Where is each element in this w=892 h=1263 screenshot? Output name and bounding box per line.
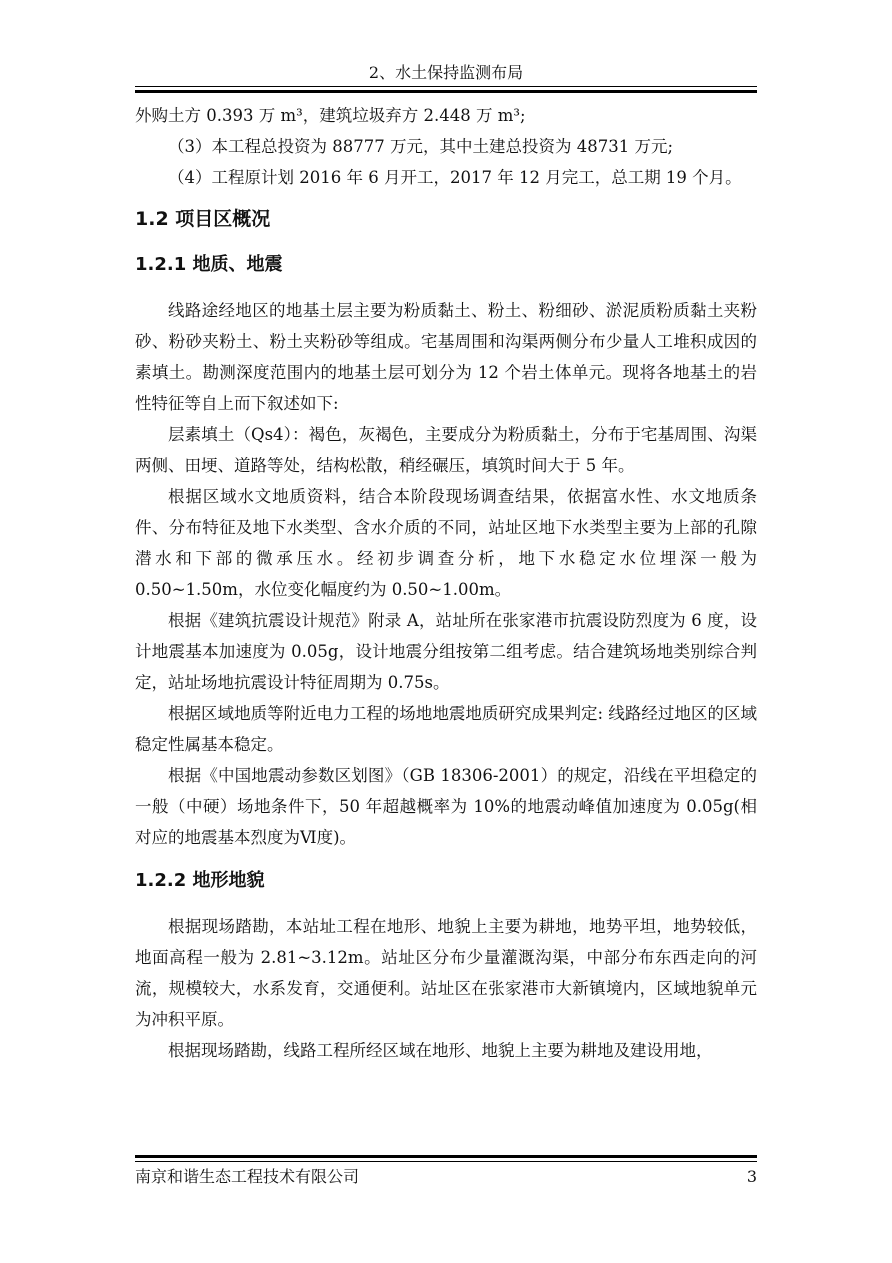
page-body bbox=[135, 100, 757, 1066]
section-heading-1-2-2: 1.2.2 地形地貌 bbox=[135, 870, 265, 891]
header-rule-thin bbox=[135, 86, 757, 87]
paragraph-site-landform: 根据现场踏勘，本站址工程在地形、地貌上主要为耕地，地势平坦，地势较低，地面高程一般为 2.81~3.12m。站址区分布少量灌溉沟渠，中部分布东西走向的河流，规模较大，水系发育，交通便利。站址区在张家港市大新镇境内，区域地貌单元为冲积平原。 bbox=[135, 917, 757, 1029]
paragraph-groundwater: 根据区域水文地质资料，结合本阶段现场调查结果，依据富水性、水文地质条件、分布特征及地下水类型、含水介质的不同，站址区地下水类型主要为上部的孔隙潜水和下部的微承压水。经初步调查分析，地下水稳定水位埋深一般为 0.50~1.50m，水位变化幅度约为 0.50~1.00m。 bbox=[135, 487, 757, 599]
paragraph-total-investment: （3）本工程总投资为 88777 万元，其中土建总投资为 48731 万元; bbox=[168, 137, 674, 156]
paragraph-excavation-volumes: 外购土方 0.393 万 m³，建筑垃圾弃方 2.448 万 m³; bbox=[135, 106, 526, 125]
footer-rule-thin bbox=[135, 1161, 757, 1162]
running-header-title: 2、水土保持监测布局 bbox=[368, 63, 524, 82]
paragraph-line-landform: 根据现场踏勘，线路工程所经区域在地形、地貌上主要为耕地及建设用地， bbox=[168, 1041, 713, 1060]
paragraph-seismic-zoning: 根据《中国地震动参数区划图》（GB 18306-2001）的规定，沿线在平坦稳定的一般（中硬）场地条件下，50 年超越概率为 10%的地震动峰值加速度为 0.05g(相对应的地震基本烈度为Ⅵ度)。 bbox=[135, 766, 757, 847]
header-rule-thick bbox=[135, 90, 757, 93]
section-heading-1-2-1: 1.2.1 地质、地震 bbox=[135, 254, 283, 275]
paragraph-regional-stability: 根据区域地质等附近电力工程的场地地震地质研究成果判定: 线路经过地区的区域稳定性属基本稳定。 bbox=[135, 704, 757, 754]
paragraph-geology-soil-layers: 线路途经地区的地基土层主要为粉质黏土、粉土、粉细砂、淤泥质粉质黏土夹粉砂、粉砂夹粉土、粉土夹粉砂等组成。宅基周围和沟渠两侧分布少量人工堆积成因的素填土。勘测深度范围内的地基土层可划分为 12 个岩土体单元。现将各地基土的岩性特征等自上而下叙述如下: bbox=[135, 301, 757, 413]
footer-page-number: 3 bbox=[746, 1167, 757, 1186]
section-heading-1-2: 1.2 项目区概况 bbox=[135, 208, 271, 230]
footer-rule-thick bbox=[135, 1155, 757, 1158]
paragraph-seismic-design: 根据《建筑抗震设计规范》附录 A，站址所在张家港市抗震设防烈度为 6 度，设计地震基本加速度为 0.05g，设计地震分组按第二组考虑。结合建筑场地类别综合判定，站址场地抗震设计特征周期为 0.75s。 bbox=[135, 611, 757, 692]
paragraph-construction-schedule: （4）工程原计划 2016 年 6 月开工，2017 年 12 月完工，总工期 19 个月。 bbox=[168, 168, 742, 187]
paragraph-fill-soil: 层素填土（Qs4）：褐色，灰褐色，主要成分为粉质黏土，分布于宅基周围、沟渠两侧、田埂、道路等处，结构松散，稍经碾压，填筑时间大于 5 年。 bbox=[135, 425, 757, 475]
footer-company-name: 南京和谐生态工程技术有限公司 bbox=[135, 1167, 360, 1186]
